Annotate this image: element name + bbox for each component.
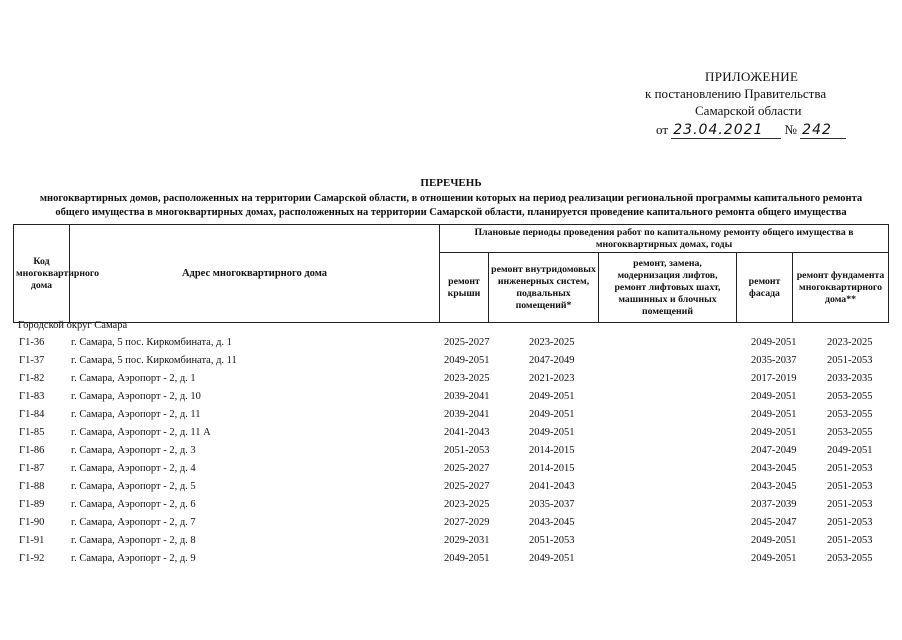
table-row bbox=[16, 442, 896, 460]
table-row bbox=[16, 460, 896, 478]
table-row bbox=[16, 514, 896, 532]
appendix-region-line: Самарской области bbox=[695, 103, 802, 118]
row-code: Г1-37 bbox=[19, 355, 45, 366]
row-facade: 2049-2051 bbox=[751, 391, 797, 402]
row-foundation: 2033-2035 bbox=[827, 373, 873, 384]
document-subtitle bbox=[0, 192, 902, 219]
row-facade: 2045-2047 bbox=[751, 517, 797, 528]
row-address: г. Самара, Аэропорт - 2, д. 5 bbox=[71, 481, 196, 492]
header-foundation: ремонт фундамента многоквартирного дома** bbox=[793, 253, 889, 323]
appendix-date-line bbox=[560, 121, 900, 139]
row-facade: 2049-2051 bbox=[751, 535, 797, 546]
row-engineering: 2049-2051 bbox=[529, 553, 575, 564]
table-row bbox=[16, 406, 896, 424]
subtitle-line-1: многоквартирных домов, расположенных на территории Самарской области, в отношении которых на период реализации региональной программы капитального ремонта bbox=[39, 193, 863, 204]
row-facade: 2035-2037 bbox=[751, 355, 797, 366]
row-facade: 2043-2045 bbox=[751, 463, 797, 474]
row-roof: 2041-2043 bbox=[444, 427, 490, 438]
row-address: г. Самара, Аэропорт - 2, д. 3 bbox=[71, 445, 196, 456]
row-roof: 2025-2027 bbox=[444, 481, 490, 492]
row-address: г. Самара, Аэропорт - 2, д. 1 bbox=[71, 373, 196, 384]
row-code: Г1-87 bbox=[19, 463, 45, 474]
row-roof: 2023-2025 bbox=[444, 373, 490, 384]
row-foundation: 2053-2055 bbox=[827, 553, 873, 564]
row-code: Г1-89 bbox=[19, 499, 45, 510]
row-roof: 2039-2041 bbox=[444, 409, 490, 420]
row-engineering: 2047-2049 bbox=[529, 355, 575, 366]
number-prefix: № bbox=[784, 122, 797, 137]
row-engineering: 2023-2025 bbox=[529, 337, 575, 348]
row-facade: 2017-2019 bbox=[751, 373, 797, 384]
row-engineering: 2049-2051 bbox=[529, 427, 575, 438]
row-address: г. Самара, Аэропорт - 2, д. 9 bbox=[71, 553, 196, 564]
row-roof: 2023-2025 bbox=[444, 499, 490, 510]
row-engineering: 2021-2023 bbox=[529, 373, 575, 384]
table-body bbox=[16, 318, 896, 568]
row-address: г. Самара, 5 пос. Киркомбината, д. 1 bbox=[71, 337, 232, 348]
row-roof: 2029-2031 bbox=[444, 535, 490, 546]
row-facade: 2049-2051 bbox=[751, 337, 797, 348]
table-row bbox=[16, 352, 896, 370]
row-code: Г1-91 bbox=[19, 535, 45, 546]
table-row bbox=[16, 496, 896, 514]
row-engineering: 2014-2015 bbox=[529, 463, 575, 474]
table-row bbox=[16, 370, 896, 388]
header-roof: ремонт крыши bbox=[440, 253, 489, 323]
row-facade: 2047-2049 bbox=[751, 445, 797, 456]
row-roof: 2049-2051 bbox=[444, 553, 490, 564]
row-code: Г1-36 bbox=[19, 337, 45, 348]
row-engineering: 2043-2045 bbox=[529, 517, 575, 528]
row-roof: 2039-2041 bbox=[444, 391, 490, 402]
row-code: Г1-82 bbox=[19, 373, 45, 384]
row-address: г. Самара, 5 пос. Киркомбината, д. 11 bbox=[71, 355, 237, 366]
row-engineering: 2014-2015 bbox=[529, 445, 575, 456]
header-periods: Плановые периоды проведения работ по капитальному ремонту общего имущества в многоквартирных домах, годы bbox=[440, 225, 889, 253]
row-foundation: 2053-2055 bbox=[827, 391, 873, 402]
document-title: ПЕРЕЧЕНЬ bbox=[420, 177, 482, 189]
row-engineering: 2051-2053 bbox=[529, 535, 575, 546]
row-foundation: 2051-2053 bbox=[827, 355, 873, 366]
row-roof: 2025-2027 bbox=[444, 337, 490, 348]
row-engineering: 2049-2051 bbox=[529, 391, 575, 402]
row-facade: 2043-2045 bbox=[751, 481, 797, 492]
row-roof: 2027-2029 bbox=[444, 517, 490, 528]
header-facade: ремонт фасада bbox=[737, 253, 793, 323]
row-foundation: 2053-2055 bbox=[827, 427, 873, 438]
header-engineering: ремонт внутридомовых инженерных систем, подвальных помещений* bbox=[489, 253, 599, 323]
row-address: г. Самара, Аэропорт - 2, д. 11 А bbox=[71, 427, 211, 438]
row-address: г. Самара, Аэропорт - 2, д. 4 bbox=[71, 463, 196, 474]
row-code: Г1-83 bbox=[19, 391, 45, 402]
appendix-block bbox=[560, 68, 900, 139]
appendix-title: ПРИЛОЖЕНИЕ bbox=[705, 69, 799, 84]
region-label: Городской округ Самара bbox=[18, 320, 128, 331]
row-code: Г1-85 bbox=[19, 427, 45, 438]
row-facade: 2037-2039 bbox=[751, 499, 797, 510]
row-code: Г1-92 bbox=[19, 553, 45, 564]
row-code: Г1-88 bbox=[19, 481, 45, 492]
row-roof: 2025-2027 bbox=[444, 463, 490, 474]
row-facade: 2049-2051 bbox=[751, 553, 797, 564]
header-address: Адрес многоквартирного дома bbox=[70, 225, 440, 323]
handwritten-number: 242 bbox=[800, 123, 846, 139]
row-code: Г1-86 bbox=[19, 445, 45, 456]
table-row bbox=[16, 334, 896, 352]
header-table bbox=[13, 224, 889, 323]
row-address: г. Самара, Аэропорт - 2, д. 7 bbox=[71, 517, 196, 528]
row-foundation: 2051-2053 bbox=[827, 517, 873, 528]
table-row bbox=[16, 424, 896, 442]
row-roof: 2051-2053 bbox=[444, 445, 490, 456]
row-engineering: 2035-2037 bbox=[529, 499, 575, 510]
row-facade: 2049-2051 bbox=[751, 427, 797, 438]
row-foundation: 2049-2051 bbox=[827, 445, 873, 456]
date-prefix: от bbox=[656, 122, 669, 137]
row-address: г. Самара, Аэропорт - 2, д. 11 bbox=[71, 409, 201, 420]
row-engineering: 2041-2043 bbox=[529, 481, 575, 492]
rows-container bbox=[16, 334, 896, 568]
row-address: г. Самара, Аэропорт - 2, д. 8 bbox=[71, 535, 196, 546]
row-foundation: 2051-2053 bbox=[827, 463, 873, 474]
row-roof: 2049-2051 bbox=[444, 355, 490, 366]
header-code: Код многоквартирного дома bbox=[14, 225, 70, 323]
row-code: Г1-84 bbox=[19, 409, 45, 420]
subtitle-line-2: общего имущества в многоквартирных домах, расположенных на территории Самарской области, планируется проведение капитального ремонта общего имущества bbox=[55, 206, 847, 218]
row-foundation: 2051-2053 bbox=[827, 535, 873, 546]
handwritten-date: 23.04.2021 bbox=[671, 123, 781, 139]
row-facade: 2049-2051 bbox=[751, 409, 797, 420]
row-address: г. Самара, Аэропорт - 2, д. 10 bbox=[71, 391, 201, 402]
row-foundation: 2051-2053 bbox=[827, 481, 873, 492]
appendix-resolution-line: к постановлению Правительства bbox=[645, 86, 827, 101]
row-foundation: 2023-2025 bbox=[827, 337, 873, 348]
table-row bbox=[16, 532, 896, 550]
table-row bbox=[16, 388, 896, 406]
table-row bbox=[16, 478, 896, 496]
table-row bbox=[16, 550, 896, 568]
row-engineering: 2049-2051 bbox=[529, 409, 575, 420]
row-code: Г1-90 bbox=[19, 517, 45, 528]
row-address: г. Самара, Аэропорт - 2, д. 6 bbox=[71, 499, 196, 510]
row-foundation: 2051-2053 bbox=[827, 499, 873, 510]
row-foundation: 2053-2055 bbox=[827, 409, 873, 420]
header-lifts: ремонт, замена, модернизация лифтов, ремонт лифтовых шахт, машинных и блочных помещений bbox=[599, 253, 737, 323]
